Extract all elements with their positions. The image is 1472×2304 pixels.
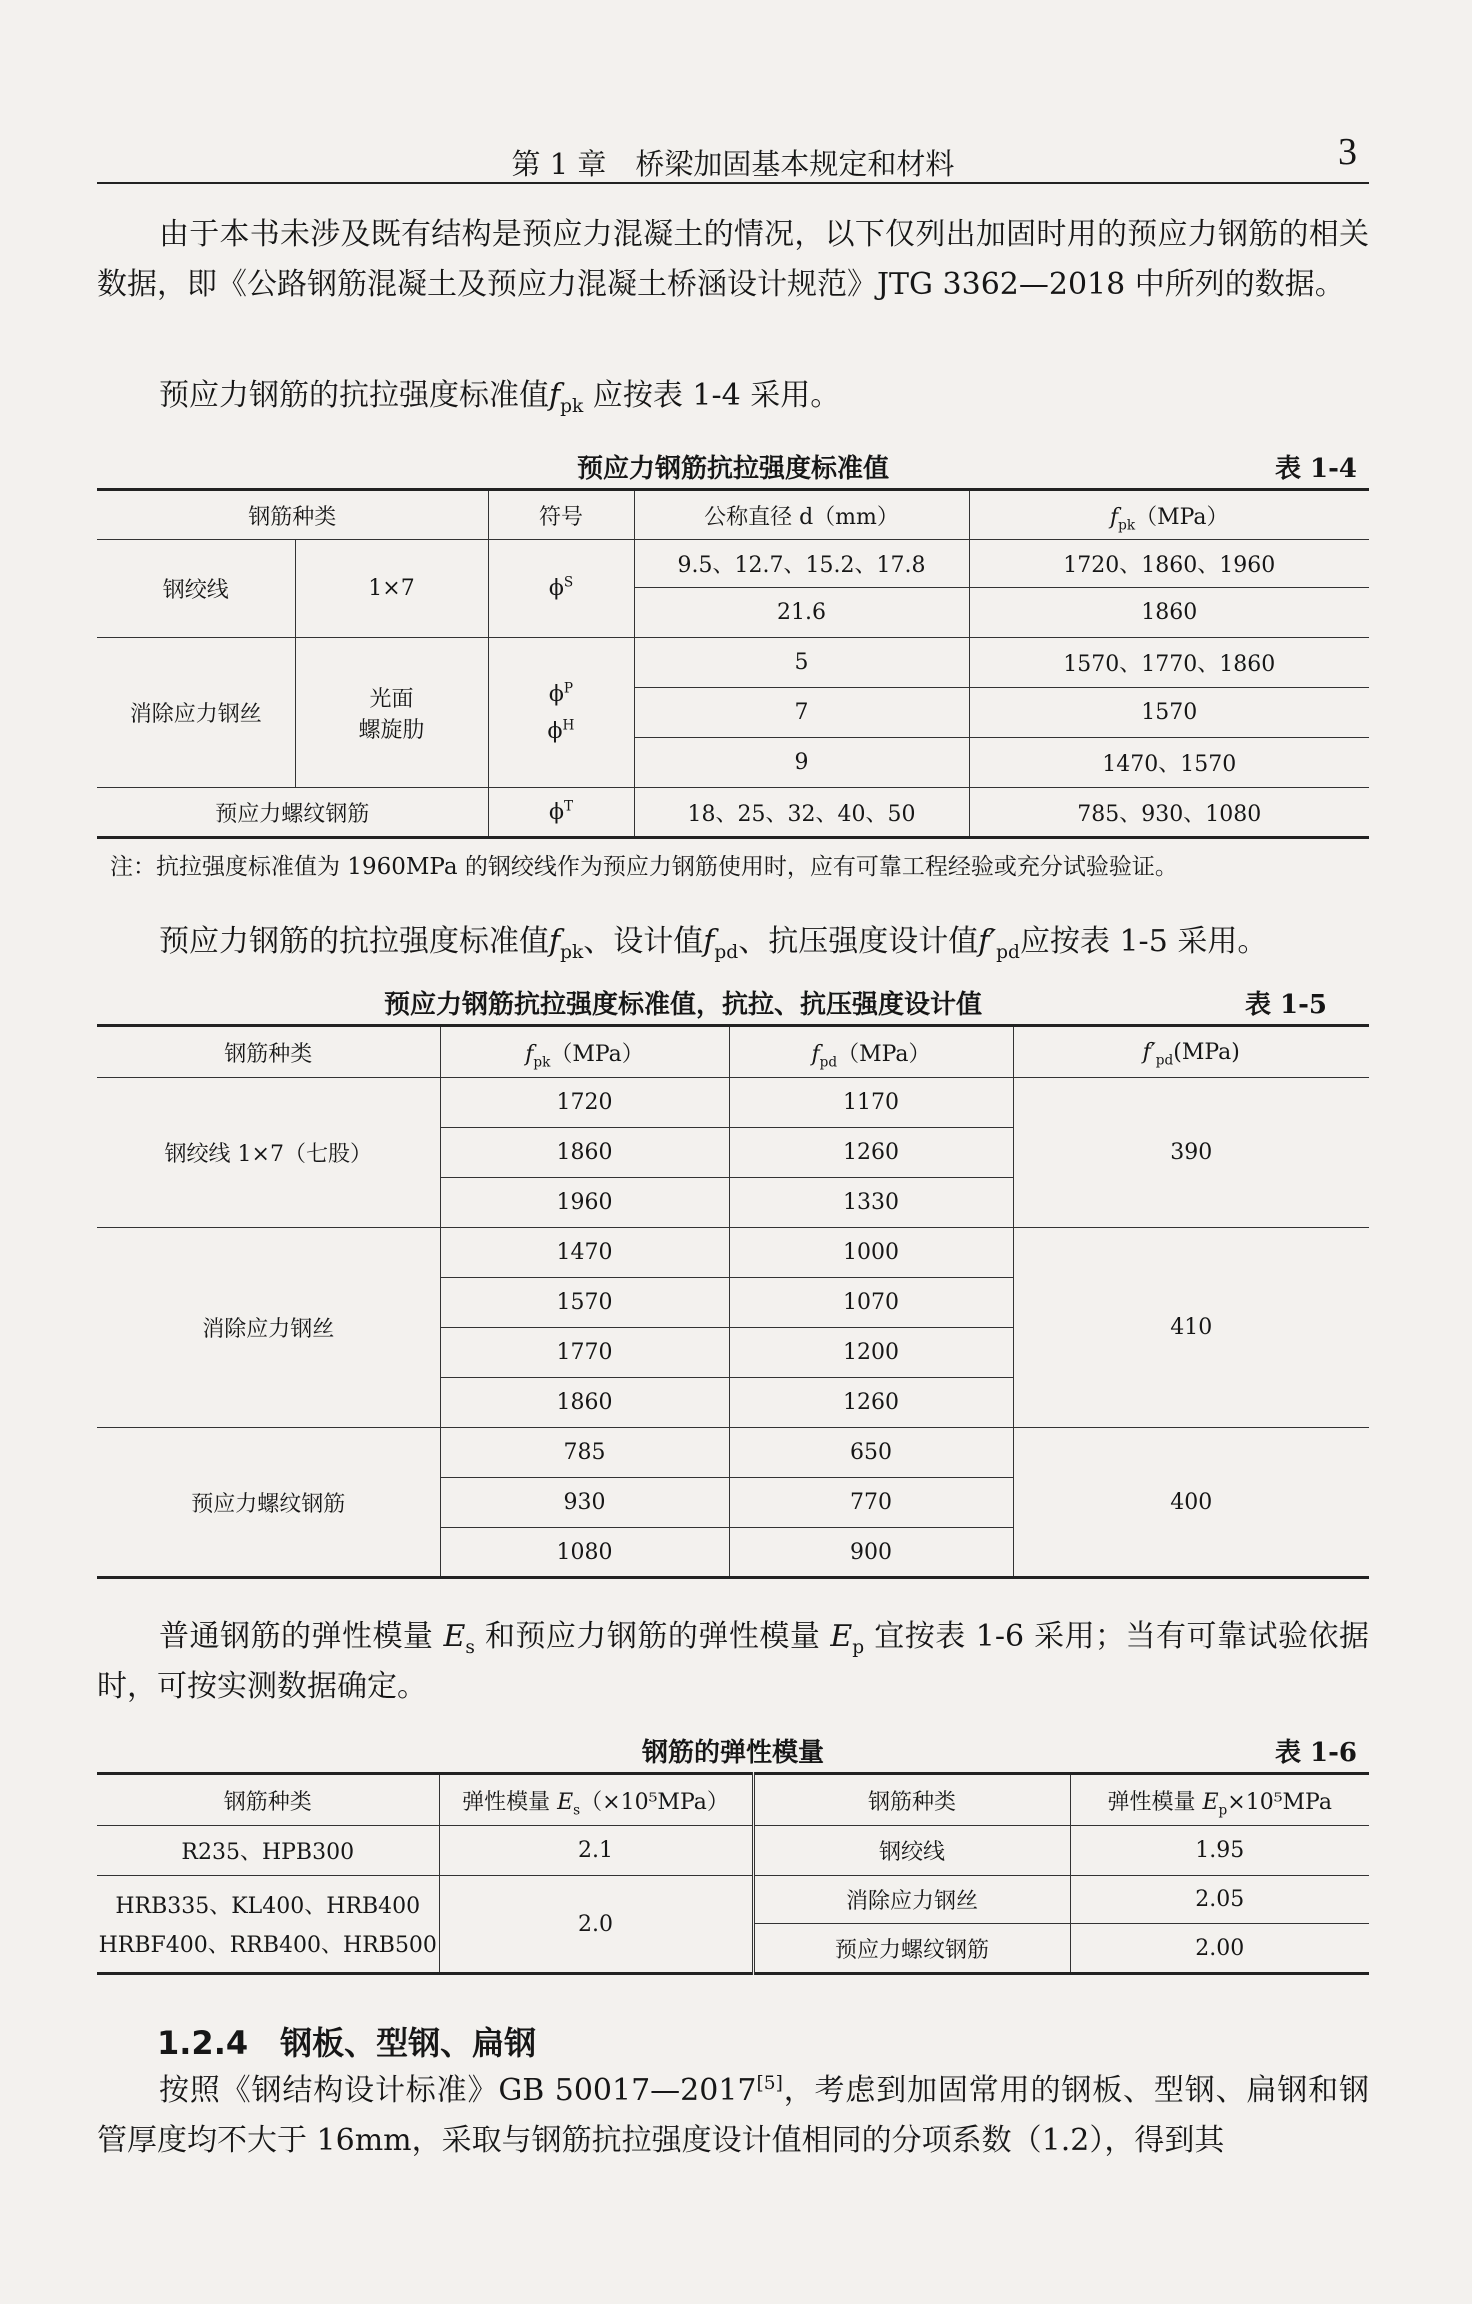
section-heading: 1.2.4 钢板、型钢、扁钢 (157, 2024, 537, 2062)
chapter-title: 第 1 章 桥梁加固基本规定和材料 (511, 147, 955, 181)
table-row: 1080 900 (97, 1528, 1369, 1578)
table-row: 钢绞线 1×7（七股） 1720 1170 390 (97, 1078, 1369, 1128)
table-1-5 (97, 1024, 1369, 1579)
table-row: 钢绞线 1×7 $\phi^S$ 9.5、12.7、15.2、17.8 1720、1860、1960 (97, 540, 1369, 588)
table-row: 930 770 (97, 1478, 1369, 1528)
table-row: 预应力螺纹钢筋 $\phi^T$ 18、25、32、40、50 785、930、1080 (97, 788, 1369, 838)
table-row: 1570 1070 (97, 1278, 1369, 1328)
table-row: 预应力螺纹钢筋 2.00 (97, 1924, 1369, 1974)
intro-paragraph-1: 由于本书未涉及既有结构是预应力混凝土的情况，以下仅列出加固时用的预应力钢筋的相关数据，即《公路钢筋混凝土及预应力混凝土桥涵设计规范》JTG 3362—2018 中所列的数据。 (97, 217, 1369, 302)
table-1-4-number: 表 1-4 (1274, 454, 1357, 484)
table-1-4-caption (97, 448, 1369, 484)
page-header (97, 132, 1369, 184)
table-1-4-title: 预应力钢筋抗拉强度标准值 (576, 454, 889, 484)
table-row: 1770 1200 (97, 1328, 1369, 1378)
table-1-6 (97, 1772, 1369, 1975)
table-1-6-number: 表 1-6 (1274, 1738, 1357, 1768)
table-header-row: 钢筋种类 符号 公称直径 d（mm） $f_{pk}(MPa)$ (97, 490, 1369, 540)
table-1-5-title: 预应力钢筋抗拉强度标准值，抗拉、抗压强度设计值 (383, 990, 982, 1020)
table-header-row: 钢筋种类 $f_{pk}(MPa)$ $f_{pd}(MPa)$ $f'_{pd}(MPa)$ (97, 1026, 1369, 1078)
paragraph-table-1-5-intro: 预应力钢筋的抗拉强度标准值$f_{pk}$、设计值$f_{pd}$、抗压强度设计值$f'_{pd}$应按表 1-5 采用。 (159, 924, 1268, 963)
table-1-5-caption (97, 984, 1369, 1020)
table-1-4-note: 注：抗拉强度标准值为 1960MPa 的钢绞线作为预应力钢筋使用时，应有可靠工程经验或充分试验验证。 (110, 854, 1178, 880)
table-1-5-number: 表 1-5 (1244, 990, 1327, 1020)
paragraph-elastic-modulus: 普通钢筋的弹性模量 $E_s$ 和预应力钢筋的弹性模量 $E_p$ 宜按表 1-6 采用；当有可靠试验依据时，可按实测数据确定。 (97, 1619, 1369, 1704)
table-1-4 (97, 488, 1369, 839)
table-row: 1860 1260 (97, 1378, 1369, 1428)
table-row: 9 1470、1570 (97, 738, 1369, 788)
table-row: R235、HPB300 2.1 钢绞线 1.95 (97, 1826, 1369, 1876)
table-header-row: 钢筋种类 弹性模量 $E_s(\times 10^5MPa)$ 钢筋种类 弹性模量 $E_p\times 10^5MPa$ (97, 1774, 1369, 1826)
paragraph-steel-plate: 按照《钢结构设计标准》GB 50017—2017[5]，考虑到加固常用的钢板、型钢、扁钢和钢管厚度均不大于 16mm，采取与钢筋抗拉强度设计值相同的分项系数（1.2），得到其 (97, 2073, 1369, 2158)
table-1-6-caption (97, 1732, 1369, 1768)
table-row: 21.6 1860 (97, 588, 1369, 638)
table-row: 消除应力钢丝 1470 1000 410 (97, 1228, 1369, 1278)
table-row: 预应力螺纹钢筋 785 650 400 (97, 1428, 1369, 1478)
table-row: HRB335、KL400、HRB400 HRBF400、RRB400、HRB500 2.0 消除应力钢丝 2.05 (97, 1876, 1369, 1924)
table-row: 7 1570 (97, 688, 1369, 738)
table-row: 1860 1260 (97, 1128, 1369, 1178)
table-1-6-title: 钢筋的弹性模量 (641, 1738, 824, 1768)
page-number: 3 (1338, 131, 1357, 173)
table-row: 1960 1330 (97, 1178, 1369, 1228)
intro-paragraph-2: 预应力钢筋的抗拉强度标准值$f_{pk}$ 应按表 1-4 采用。 (159, 378, 841, 417)
table-row: 消除应力钢丝 光面 螺旋肋 $\phi^P$ $\phi^H$ 5 1570、1770、1860 (97, 638, 1369, 688)
